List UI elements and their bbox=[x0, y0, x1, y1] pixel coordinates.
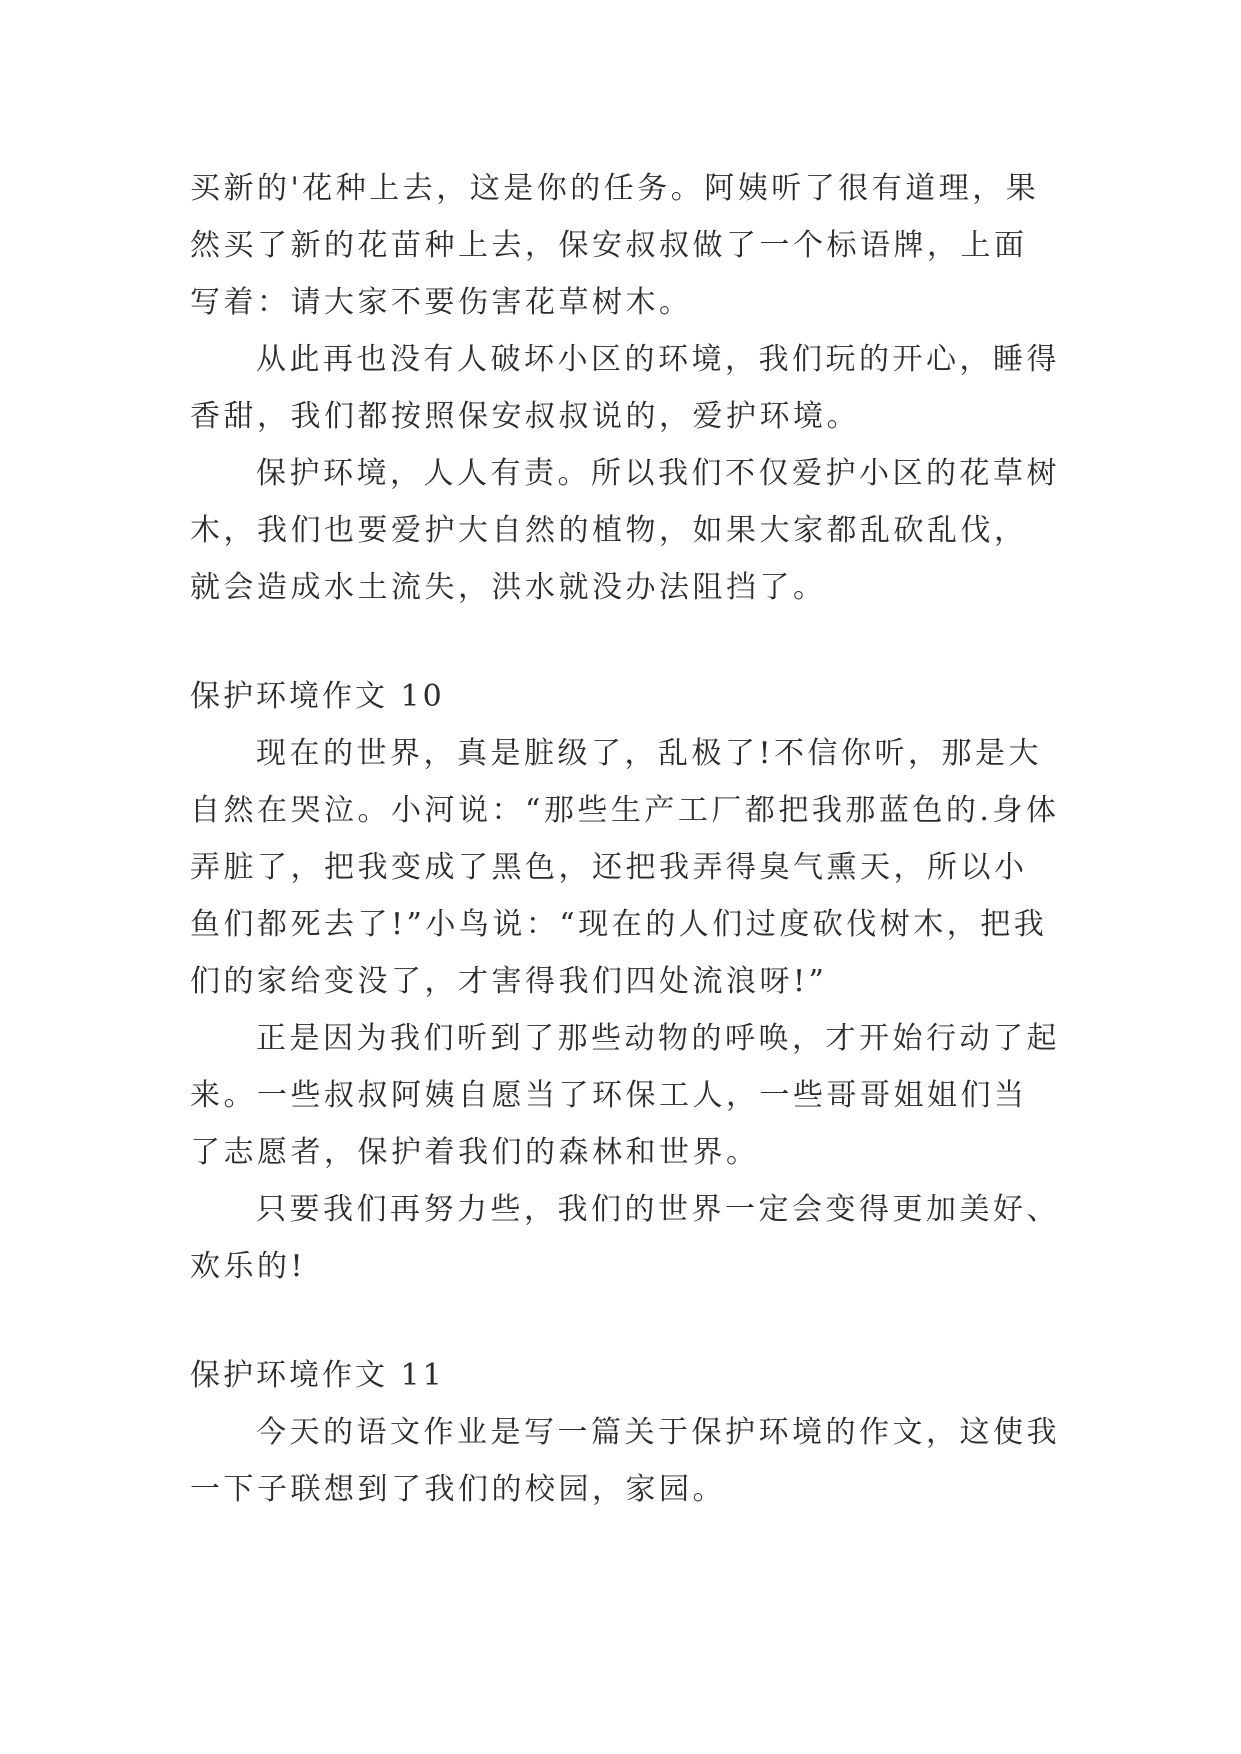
paragraph: 保护环境，人人有责。所以我们不仅爱护小区的花草树木，我们也要爱护大自然的植物，如果大家都乱砍乱伐，就会造成水土流失，洪水就没办法阻挡了。 bbox=[190, 456, 1060, 605]
document-body bbox=[190, 160, 1060, 1518]
paragraph: 今天的语文作业是写一篇关于保护环境的作文，这使我一下子联想到了我们的校园，家园。 bbox=[190, 1415, 1060, 1507]
paragraph: 从此再也没有人破坏小区的环境，我们玩的开心，睡得香甜，我们都按照保安叔叔说的，爱护环境。 bbox=[190, 342, 1060, 434]
paragraph: 只要我们再努力些，我们的世界一定会变得更加美好、欢乐的! bbox=[190, 1192, 1060, 1284]
section-heading: 保护环境作文 10 bbox=[190, 679, 445, 714]
paragraph: 现在的世界，真是脏级了，乱极了!不信你听，那是大自然在哭泣。小河说：“那些生产工厂都把我那蓝色的.身体弄脏了，把我变成了黑色，还把我弄得臭气熏天，所以小鱼们都死去了!”小鸟说：“现在的人们过度砍伐树木，把我们的家给变没了，才害得我们四处流浪呀!” bbox=[190, 736, 1060, 999]
paragraph: 正是因为我们听到了那些动物的呼唤，才开始行动了起来。一些叔叔阿姨自愿当了环保工人，一些哥哥姐姐们当了志愿者，保护着我们的森林和世界。 bbox=[190, 1021, 1060, 1170]
section-heading: 保护环境作文 11 bbox=[190, 1358, 445, 1393]
paragraph: 买新的'花种上去，这是你的任务。阿姨听了很有道理，果然买了新的花苗种上去，保安叔叔做了一个标语牌，上面写着：请大家不要伤害花草树木。 bbox=[190, 171, 1040, 320]
